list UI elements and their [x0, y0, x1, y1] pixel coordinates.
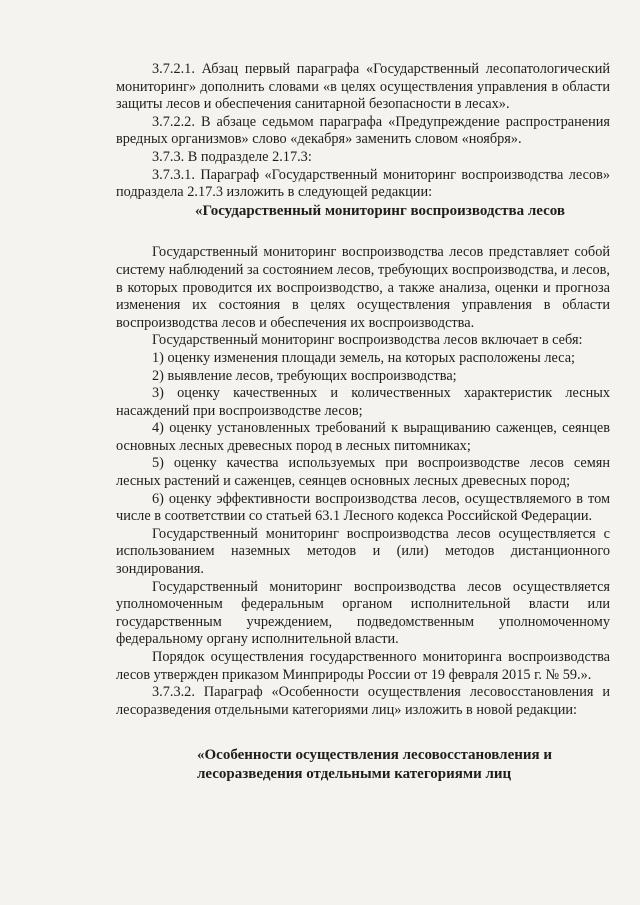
body-paragraph-includes: Государственный мониторинг воспроизводства лесов включает в себя:: [152, 332, 583, 349]
body-paragraph-definition: Государственный мониторинг воспроизводства лесов представляет собой систему наблюдений за состоянием лесов, требующих воспроизводства, и лесов, в которых проводится их воспроизводство, а также анализа, оценки и прогноза изменения их состояния в целях осуществления управления в области воспроизводства лесов и обеспечения их воспроизводства.: [116, 244, 610, 331]
section-heading-features: [116, 746, 610, 784]
paragraph-3-7-2-2: 3.7.2.2. В абзаце седьмом параграфа «Предупреждение распространения вредных организмов» слово «декабря» заменить словом «ноября».: [116, 113, 610, 148]
paragraph-3-7-3-1: 3.7.3.1. Параграф «Государственный мониторинг воспроизводства лесов» подраздела 2.17.3 изложить в следующей редакции:: [116, 166, 610, 201]
body-paragraph-methods: Государственный мониторинг воспроизводства лесов осуществляется с использованием наземных методов и (или) методов дистанционного зондирования.: [116, 525, 610, 578]
list-item-2: 2) выявление лесов, требующих воспроизводства;: [152, 367, 457, 384]
list-item-5: 5) оценку качества используемых при воспроизводстве лесов семян лесных растений и саженцев, сеянцев основных лесных древесных пород;: [116, 455, 610, 490]
section-heading-features-line-2: лесоразведения отдельными категориями лиц: [197, 766, 512, 783]
list-item-6: 6) оценку эффективности воспроизводства лесов, осуществляемого в том числе в соответствии со статьей 63.1 Лесного кодекса Российской Федерации.: [116, 490, 610, 525]
body-paragraph-order: Порядок осуществления государственного мониторинга воспроизводства лесов утвержден приказом Минприроды России от 19 февраля 2015 г. № 59.».: [116, 649, 610, 683]
paragraph-3-7-3-2: 3.7.3.2. Параграф «Особенности осуществления лесовосстановления и лесоразведения отдельными категориями лиц» изложить в новой редакции:: [116, 684, 610, 718]
list-item-1: 1) оценку изменения площади земель, на которых расположены леса;: [152, 349, 576, 366]
section-heading-features-line-1: «Особенности осуществления лесовосстановления и: [197, 747, 553, 764]
paragraph-3-7-3: 3.7.3. В подразделе 2.17.3:: [152, 148, 312, 165]
paragraph-3-7-2-1: 3.7.2.1. Абзац первый параграфа «Государственный лесопатологический мониторинг» дополнить словами «в целях осуществления управления в области защиты лесов и обеспечения санитарной безопасности в лесах».: [116, 61, 610, 113]
list-item-3: 3) оценку качественных и количественных характеристик лесных насаждений при воспроизводстве лесов;: [116, 385, 610, 419]
body-paragraph-authority: Государственный мониторинг воспроизводства лесов осуществляется уполномоченным федеральным органом исполнительной власти или государственным учреждением, подведомственным уполномоченному федеральному органу исполнительной власти.: [116, 578, 610, 648]
section-heading-monitoring: «Государственный мониторинг воспроизводства лесов: [195, 202, 565, 219]
list-item-4: 4) оценку установленных требований к выращиванию саженцев, сеянцев основных лесных древесных пород в лесных питомниках;: [116, 420, 610, 454]
